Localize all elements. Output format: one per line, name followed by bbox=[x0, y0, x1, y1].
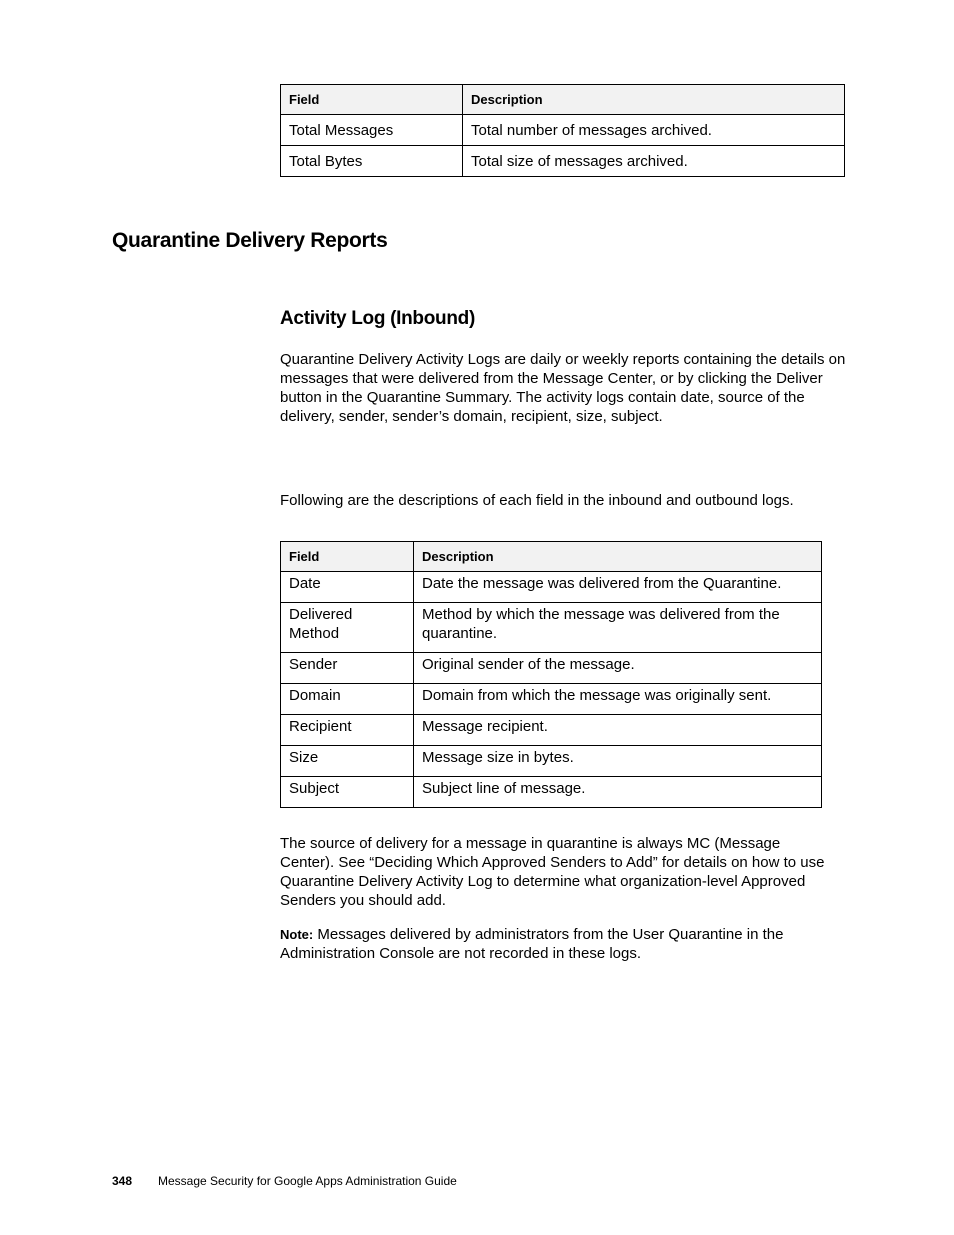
field-cell: Size bbox=[281, 746, 414, 777]
description-cell: Date the message was delivered from the Quarantine. bbox=[414, 572, 822, 603]
field-cell: Delivered Method bbox=[281, 603, 414, 653]
table-row bbox=[281, 115, 845, 146]
following-paragraph: Following are the descriptions of each field in the inbound and outbound logs. bbox=[280, 492, 794, 509]
table-header-row bbox=[281, 85, 845, 115]
table-header-row bbox=[281, 542, 822, 572]
header-field: Field bbox=[281, 85, 463, 115]
source-paragraph: The source of delivery for a message in quarantine is always MC (Message Center). See “Deciding Which Approved Senders to Add” for details on how to use Quarantine Delivery Activity Log to determine what organization-level Approved Senders you should add. bbox=[280, 835, 825, 909]
table-row bbox=[281, 603, 822, 653]
field-cell: Domain bbox=[281, 684, 414, 715]
field-cell: Recipient bbox=[281, 715, 414, 746]
field-cell: Subject bbox=[281, 777, 414, 808]
page-number: 348 bbox=[112, 1174, 133, 1188]
note-label: Note: bbox=[280, 927, 314, 942]
field-cell: Total Messages bbox=[281, 115, 463, 146]
description-cell: Original sender of the message. bbox=[414, 653, 822, 684]
header-description: Description bbox=[463, 85, 845, 115]
field-cell: Date bbox=[281, 572, 414, 603]
field-cell: Total Bytes bbox=[281, 146, 463, 177]
table-row bbox=[281, 746, 822, 777]
table-row bbox=[281, 572, 822, 603]
description-cell: Message recipient. bbox=[414, 715, 822, 746]
table-row bbox=[281, 777, 822, 808]
description-cell: Domain from which the message was originally sent. bbox=[414, 684, 822, 715]
description-cell: Message size in bytes. bbox=[414, 746, 822, 777]
table-row bbox=[281, 715, 822, 746]
field-cell: Sender bbox=[281, 653, 414, 684]
section-title: Quarantine Delivery Reports bbox=[112, 229, 388, 252]
archive-fields-table bbox=[280, 84, 845, 177]
table-row bbox=[281, 684, 822, 715]
header-description: Description bbox=[414, 542, 822, 572]
description-cell: Subject line of message. bbox=[414, 777, 822, 808]
footer-guide-title: Message Security for Google Apps Administration Guide bbox=[158, 1174, 457, 1188]
description-cell: Total number of messages archived. bbox=[463, 115, 845, 146]
table-row bbox=[281, 146, 845, 177]
header-field: Field bbox=[281, 542, 414, 572]
description-cell: Total size of messages archived. bbox=[463, 146, 845, 177]
note-text: Messages delivered by administrators from the User Quarantine in the Administration Console are not recorded in these logs. bbox=[280, 926, 784, 962]
table-row bbox=[281, 653, 822, 684]
note-paragraph bbox=[280, 925, 832, 963]
description-cell: Method by which the message was delivered from the quarantine. bbox=[414, 603, 822, 653]
subsection-title: Activity Log (Inbound) bbox=[280, 308, 475, 329]
intro-paragraph: Quarantine Delivery Activity Logs are daily or weekly reports containing the details on messages that were delivered from the Message Center, or by clicking the Deliver button in the Quarantine Summary. The activity logs contain date, source of the delivery, sender, sender’s domain, recipient, size, subject. bbox=[280, 351, 846, 425]
log-fields-table bbox=[280, 541, 822, 808]
